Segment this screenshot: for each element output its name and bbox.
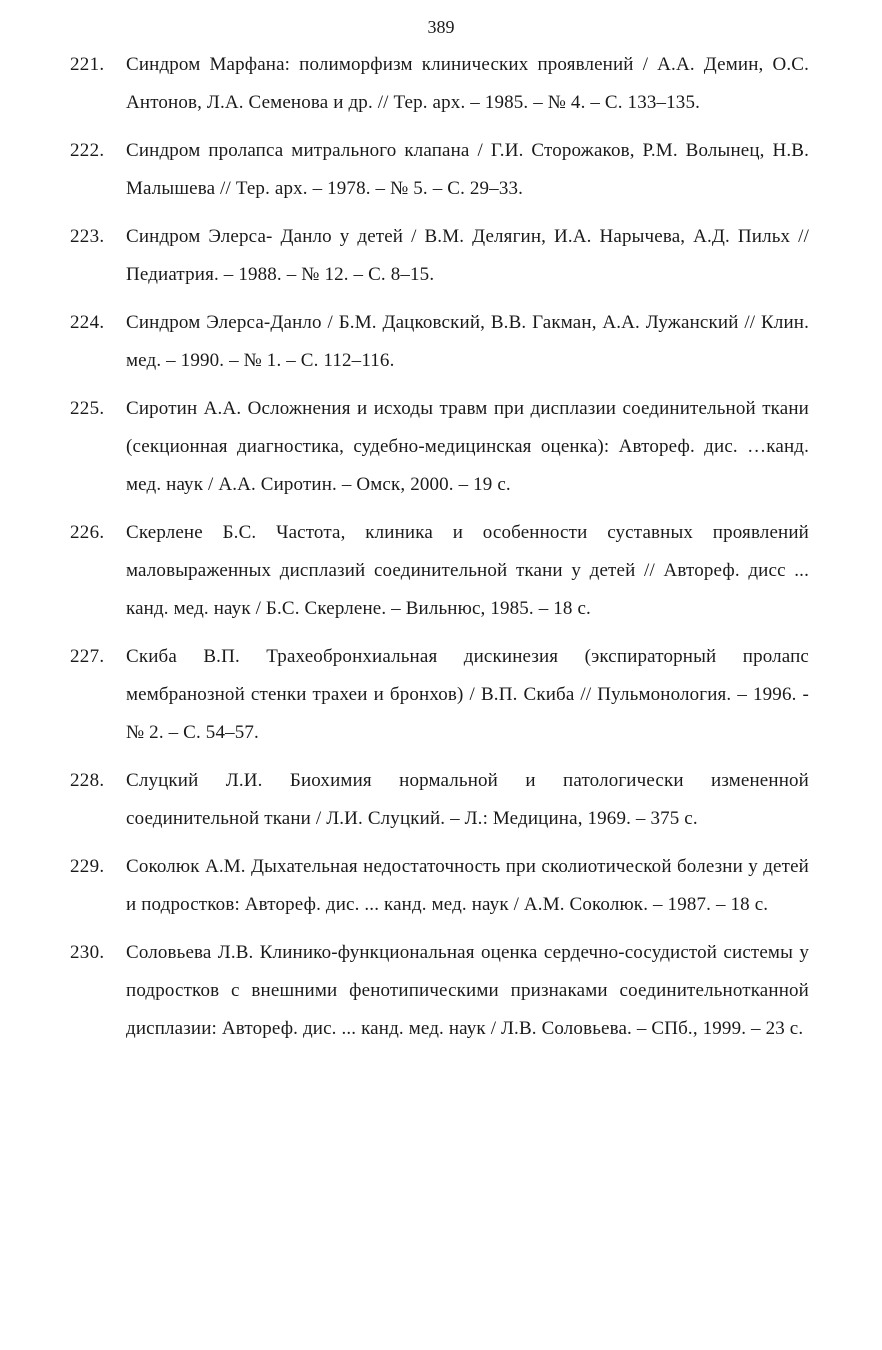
reference-text: Синдром пролапса митрального клапана / Г.И. Сторожаков, Р.М. Волынец, Н.В. Малышева // Тер. арх. – 1978. – № 5. – С. 29–33. bbox=[126, 140, 809, 199]
reference-number: 228. bbox=[70, 770, 105, 791]
reference-number: 230. bbox=[70, 942, 105, 963]
reference-text: Скерлене Б.С. Частота, клиника и особенности суставных проявлений маловыраженных дисплазий соединительной ткани у детей // Автореф. дисс ... канд. мед. наук / Б.С. Скерлене. – Вильнюс, 1985. – 18 с. bbox=[126, 522, 809, 619]
reference-item bbox=[0, 390, 882, 504]
reference-item bbox=[0, 46, 882, 122]
reference-text: Синдром Марфана: полиморфизм клинических проявлений / А.А. Демин, О.С. Антонов, Л.А. Семенова и др. // Тер. арх. – 1985. – № 4. – С. 133–135. bbox=[126, 54, 809, 113]
reference-text: Синдром Элерса- Данло у детей / В.М. Делягин, И.А. Нарычева, А.Д. Пильх // Педиатрия. – 1988. – № 12. – С. 8–15. bbox=[126, 226, 809, 285]
reference-text: Синдром Элерса-Данло / Б.М. Дацковский, В.В. Гакман, А.А. Лужанский // Клин. мед. – 1990. – № 1. – С. 112–116. bbox=[126, 312, 809, 371]
reference-item bbox=[0, 848, 882, 924]
reference-number: 221. bbox=[70, 54, 105, 75]
reference-item bbox=[0, 132, 882, 208]
reference-number: 223. bbox=[70, 226, 105, 247]
reference-item bbox=[0, 514, 882, 628]
reference-text: Скиба В.П. Трахеобронхиальная дискинезия (экспираторный пролапс мембранозной стенки трахеи и бронхов) / В.П. Скиба // Пульмонология. – 1996. - № 2. – С. 54–57. bbox=[126, 646, 809, 743]
reference-item bbox=[0, 638, 882, 752]
page-number: 389 bbox=[427, 17, 455, 37]
reference-number: 227. bbox=[70, 646, 105, 667]
reference-item bbox=[0, 934, 882, 1048]
reference-number: 226. bbox=[70, 522, 105, 543]
reference-list bbox=[0, 46, 882, 1058]
reference-text: Соколюк А.М. Дыхательная недостаточность при сколиотической болезни у детей и подростков: Автореф. дис. ... канд. мед. наук / А.М. Соколюк. – 1987. – 18 с. bbox=[126, 856, 809, 915]
reference-number: 222. bbox=[70, 140, 105, 161]
reference-number: 224. bbox=[70, 312, 105, 333]
reference-item bbox=[0, 304, 882, 380]
reference-text: Слуцкий Л.И. Биохимия нормальной и патологически измененной соединительной ткани / Л.И. Слуцкий. – Л.: Медицина, 1969. – 375 с. bbox=[126, 770, 809, 829]
reference-item bbox=[0, 218, 882, 294]
reference-number: 225. bbox=[70, 398, 105, 419]
reference-text: Соловьева Л.В. Клинико-функциональная оценка сердечно-сосудистой системы у подростков с внешними фенотипическими признаками соединительнотканной дисплазии: Автореф. дис. ... канд. мед. наук / Л.В. Соловьева. – СПб., 1999. – 23 с. bbox=[126, 942, 809, 1039]
reference-number: 229. bbox=[70, 856, 105, 877]
reference-item bbox=[0, 762, 882, 838]
reference-text: Сиротин А.А. Осложнения и исходы травм при дисплазии соединительной ткани (секционная диагностика, судебно-медицинская оценка): Автореф. дис. …канд. мед. наук / А.А. Сиротин. – Омск, 2000. – 19 с. bbox=[126, 398, 809, 495]
